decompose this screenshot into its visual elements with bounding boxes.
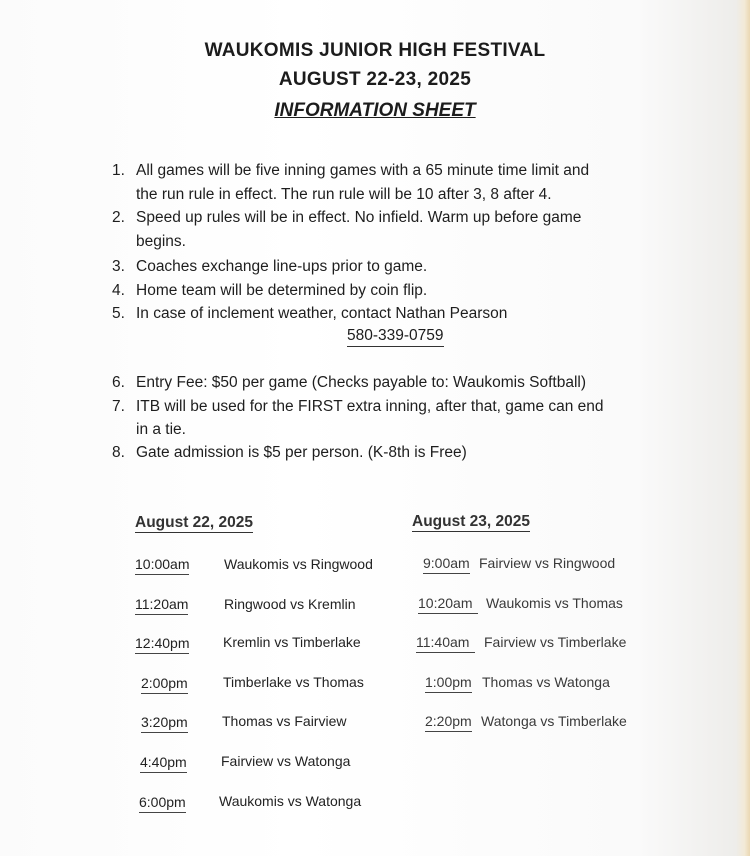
rule-text: in a tie.: [136, 421, 186, 438]
game-time: 3:20pm: [141, 714, 188, 733]
rule-text: the run rule in effect. The run rule will be 10 after 3, 8 after 4.: [136, 186, 552, 203]
rule-number: 8.: [112, 444, 125, 461]
game-matchup: Kremlin vs Timberlake: [223, 634, 361, 650]
contact-phone: 580-339-0759: [347, 327, 444, 347]
rule-text: Entry Fee: $50 per game (Checks payable to: Waukomis Softball): [136, 374, 586, 391]
day-heading: August 23, 2025: [412, 513, 531, 530]
game-matchup: Fairview vs Watonga: [221, 753, 351, 769]
rule-text: Gate admission is $5 per person. (K-8th is Free): [136, 444, 467, 461]
game-time: 11:20am: [135, 596, 188, 615]
rule-text: In case of inclement weather, contact Nathan Pearson: [136, 305, 508, 322]
game-matchup: Watonga vs Timberlake: [481, 713, 627, 729]
game-matchup: Waukomis vs Thomas: [486, 595, 623, 611]
paper-edge: [736, 0, 750, 856]
game-time: 9:00am: [423, 555, 470, 574]
rule-number: 5.: [112, 305, 125, 322]
rule-number: 1.: [112, 162, 125, 179]
game-time: 1:00pm: [425, 674, 472, 693]
game-time: 2:00pm: [141, 675, 188, 694]
sheet-heading: INFORMATION SHEET: [274, 100, 476, 121]
game-time: 10:00am: [135, 556, 189, 575]
game-time: 12:40pm: [135, 635, 189, 654]
game-matchup: Waukomis vs Watonga: [219, 793, 362, 809]
rule-number: 3.: [112, 258, 125, 275]
rule-text: ITB will be used for the FIRST extra inning, after that, game can end: [136, 398, 604, 415]
game-matchup: Fairview vs Ringwood: [479, 555, 616, 571]
rule-number: 4.: [112, 282, 125, 299]
game-matchup: Thomas vs Fairview: [222, 713, 347, 729]
rule-text: Speed up rules will be in effect. No infield. Warm up before game: [136, 209, 582, 226]
event-dates: AUGUST 22-23, 2025: [278, 69, 472, 90]
game-matchup: Thomas vs Watonga: [482, 674, 610, 690]
game-matchup: Timberlake vs Thomas: [223, 674, 364, 690]
game-matchup: Fairview vs Timberlake: [484, 634, 627, 650]
game-matchup: Waukomis vs Ringwood: [224, 556, 373, 572]
game-time: 10:20am: [418, 595, 478, 614]
rule-text: All games will be five inning games with a 65 minute time limit and: [136, 162, 590, 179]
rule-number: 2.: [112, 209, 125, 226]
day-heading: August 22, 2025: [135, 514, 254, 531]
rule-text: begins.: [136, 233, 186, 250]
game-time: 6:00pm: [139, 794, 186, 813]
rule-text: Coaches exchange line-ups prior to game.: [136, 258, 428, 275]
rule-number: 6.: [112, 374, 125, 391]
game-time: 4:40pm: [140, 754, 187, 773]
game-time: 11:40am: [416, 634, 475, 653]
game-matchup: Ringwood vs Kremlin: [224, 596, 356, 612]
rule-text: Home team will be determined by coin flip.: [136, 282, 428, 299]
rule-number: 7.: [112, 398, 125, 415]
document-title: WAUKOMIS JUNIOR HIGH FESTIVAL: [204, 40, 546, 61]
game-time: 2:20pm: [425, 713, 472, 732]
